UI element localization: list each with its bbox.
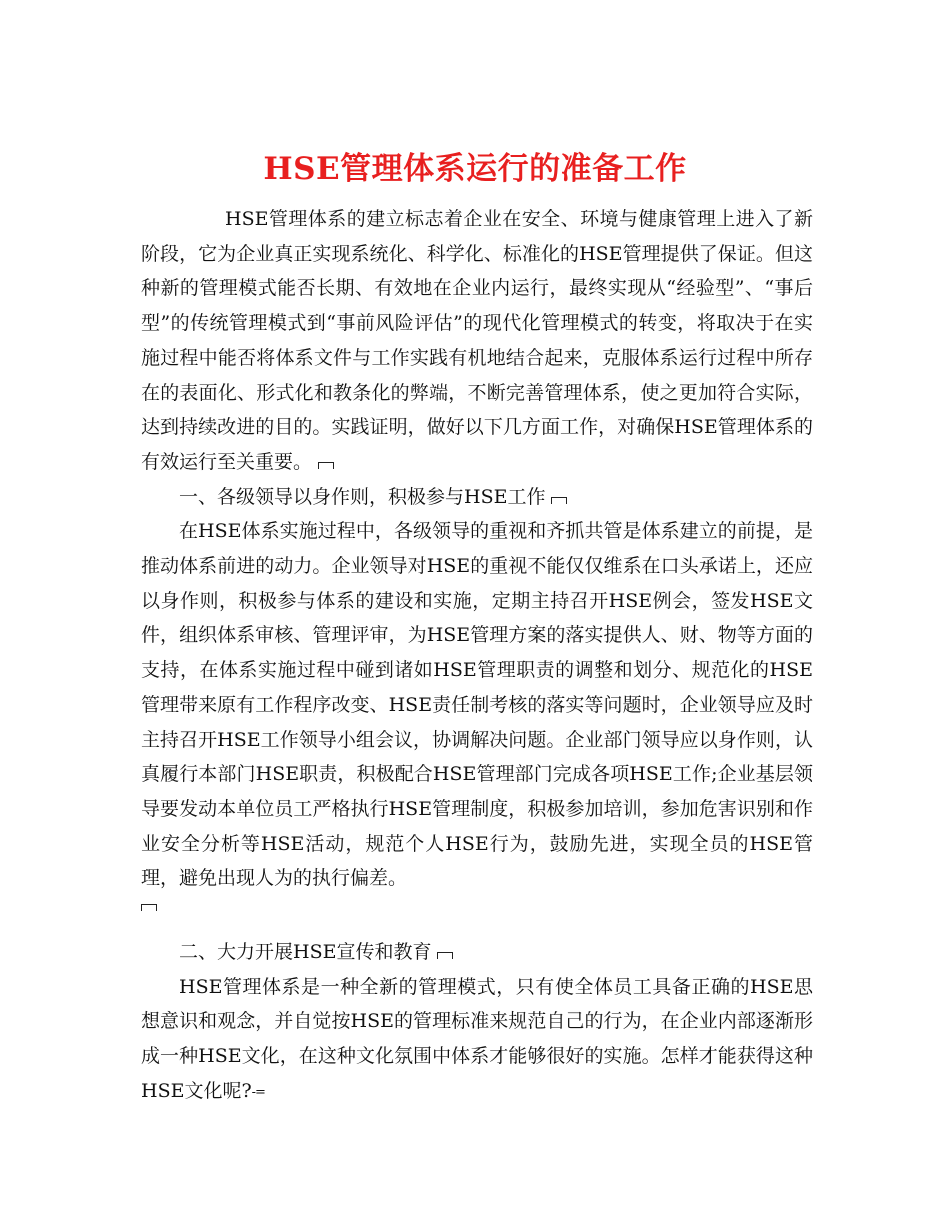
paragraph-mark-icon [437, 952, 453, 959]
section1-heading-text: 一、各级领导以身作则，积极参与HSE工作 [179, 485, 546, 508]
intro-paragraph [141, 202, 813, 480]
document-body [141, 202, 813, 1111]
section2-body-text: HSE管理体系是一种全新的管理模式，只有使全体员工具备正确的HSE思想意识和观念，并自觉按HSE的管理标准来规范自己的行为，在企业内部逐渐形成一种HSE文化，在这种文化氛围中体系才能够很好的实施。怎样才能获得这种HSE文化呢? [141, 975, 813, 1102]
section2-paragraph [141, 970, 813, 1111]
section1-heading [141, 480, 813, 515]
intro-text: HSE管理体系的建立标志着企业在安全、环境与健康管理上进入了新阶段，它为企业真正实现系统化、科学化、标准化的HSE管理提供了保证。但这种新的管理模式能否长期、有效地在企业内运行，最终实现从“经验型”、“事后型”的传统管理模式到“事前风险评估”的现代化管理模式的转变，将取决于在实施过程中能否将体系文件与工作实践有机地结合起来，克服体系运行过程中所存在的表面化、形式化和教条化的弊端，不断完善管理体系，使之更加符合实际，达到持续改进的目的。实践证明，做好以下几方面工作，对确保HSE管理体系的有效运行至关重要。 [141, 208, 813, 473]
paragraph-mark-icon [318, 462, 334, 469]
paragraph-mark-icon [551, 497, 567, 504]
document-title: HSE管理体系运行的准备工作 [263, 150, 687, 187]
trailing-mark: -= [251, 1084, 265, 1100]
section2-heading [141, 935, 813, 970]
section2-heading-text: 二、大力开展HSE宣传和教育 [179, 941, 432, 964]
section1-body-text: 在HSE体系实施过程中，各级领导的重视和齐抓共管是体系建立的前提，是推动体系前进的动力。企业领导对HSE的重视不能仅仅维系在口头承诺上，还应以身作则，积极参与体系的建设和实施，定期主持召开HSE例会，签发HSE文件，组织体系审核、管理评审，为HSE管理方案的落实提供人、财、物等方面的支持，在体系实施过程中碰到诸如HSE管理职责的调整和划分、规范化的HSE管理带来原有工作程序改变、HSE责任制考核的落实等问题时，企业领导应及时主持召开HSE工作领导小组会议，协调解决问题。企业部门领导应以身作则，认真履行本部门HSE职责，积极配合HSE管理部门完成各项HSE工作;企业基层领导要发动本单位员工严格执行HSE管理制度，积极参加培训，参加危害识别和作业安全分析等HSE活动，规范个人HSE行为，鼓励先进，实现全员的HSE管理，避免出现人为的执行偏差。 [141, 520, 813, 890]
paragraph-mark-icon [141, 904, 157, 911]
section1-paragraph [141, 514, 813, 896]
